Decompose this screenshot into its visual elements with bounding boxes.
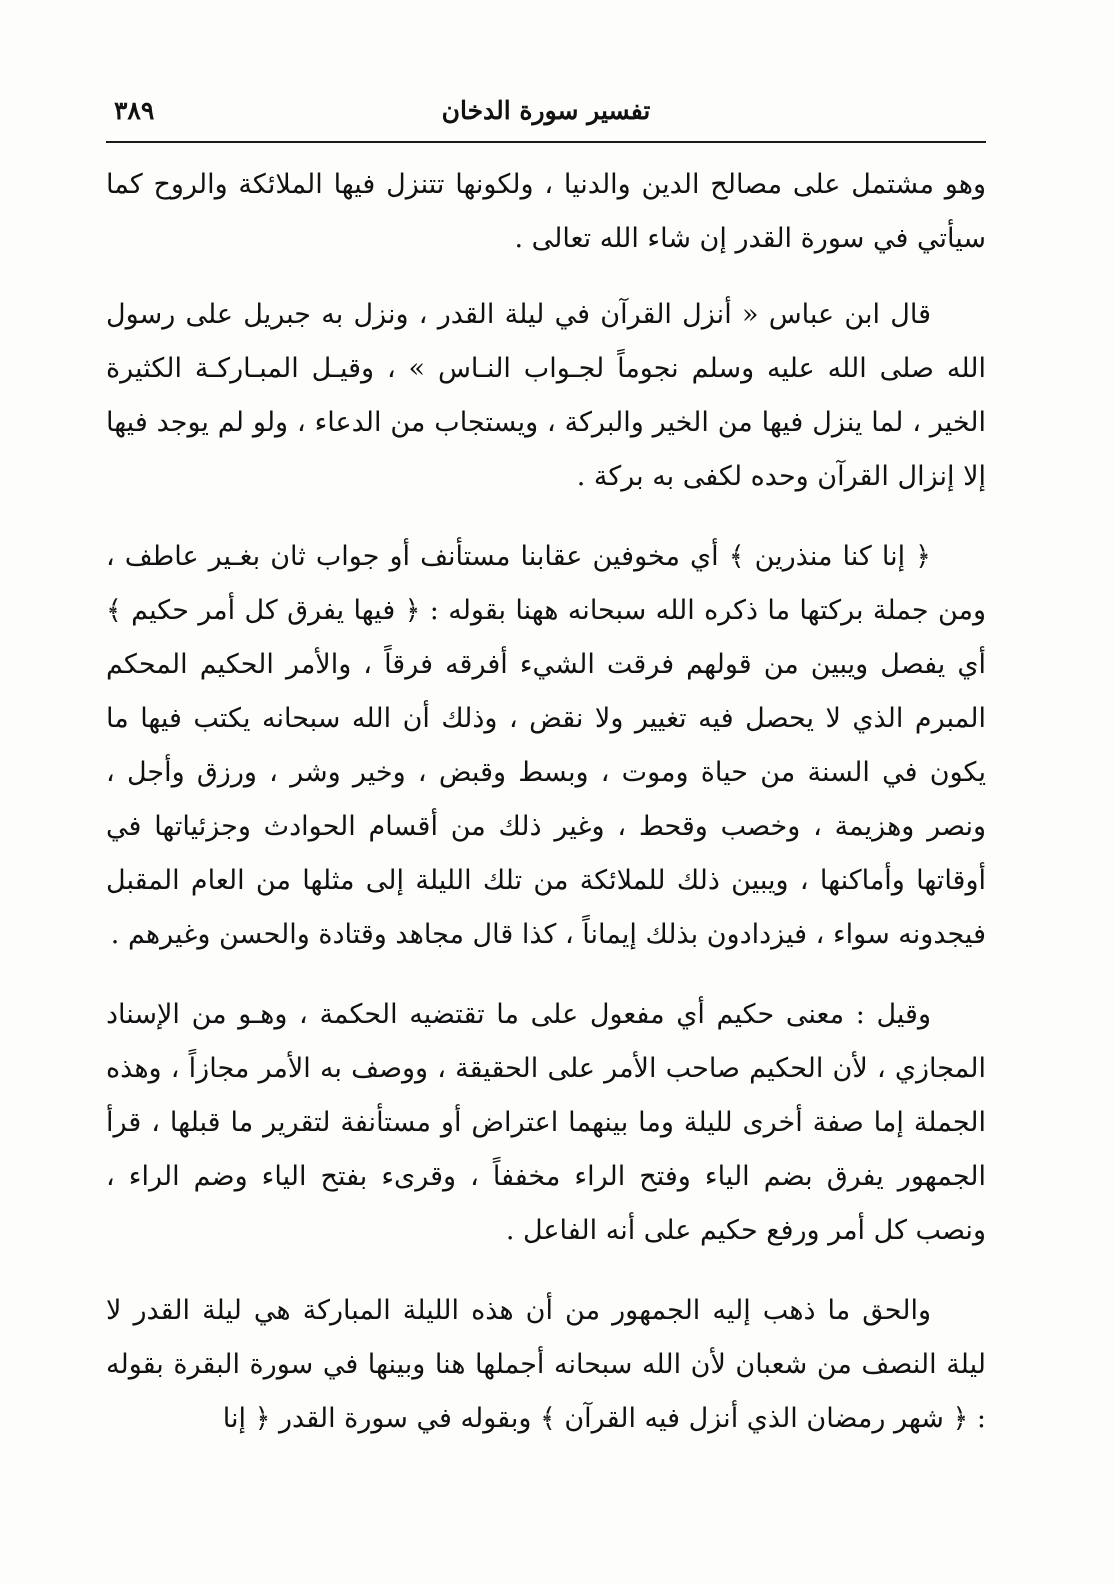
page-header (108, 92, 984, 142)
page-body (106, 158, 986, 1446)
paragraph-4: وقيل : معنى حكيم أي مفعول على ما تقتضيه الحكمة ، وهـو من الإسناد المجازي ، لأن الحكيم صاحب الأمر على الحقيقة ، ووصف به الأمر مجازاً ، وهذه الجملة إما صفة أخرى لليلة وما بينهما اعتراض أو مستأنفة لتقرير ما قبلها ، قرأ الجمهور يفرق بضم الياء وفتح الراء مخففاً ، وقرىء بفتح الياء وضم الراء ، ونصب كل أمر ورفع حكيم على أنه الفاعل . (106, 999, 987, 1246)
paragraph-5: والحق ما ذهب إليه الجمهور من أن هذه الليلة المباركة هي ليلة القدر لا ليلة النصف من شعبان لأن الله سبحانه أجملها هنا وبينها في سورة البقرة بقوله : ﴿ شهر رمضان الذي أنزل فيه القرآن ﴾ وبقوله في سورة القدر ﴿ إنا (106, 1295, 986, 1434)
paragraph-2: قال ابن عباس « أنزل القرآن في ليلة القدر ، ونزل به جبريل على رسول الله صلى الله عليه وسلم نجوماً لجـواب النـاس » ، وقيـل المبـاركـة الكثيرة الخير ، لما ينزل فيها من الخير والبركة ، ويستجاب من الدعاء ، ولو لم يوجد فيها إلا إنزال القرآن وحده لكفى به بركة . (106, 299, 986, 492)
page-number: ٣٨٩ (114, 96, 155, 125)
paragraph-3: ﴿ إنا كنا منذرين ﴾ أي مخوفين عقابنا مستأنف أو جواب ثان بغـير عاطف ، ومن جملة بركتها ما ذكره الله سبحانه ههنا بقوله : ﴿ فيها يفرق كل أمر حكيم ﴾ أي يفصل ويبين من قولهم فرقت الشيء أفرقه فرقاً ، والأمر الحكيم المحكم المبرم الذي لا يحصل فيه تغيير ولا نقض ، وذلك أن الله سبحانه يكتب فيها ما يكون في السنة من حياة وموت ، وبسط وقبض ، وخير وشر ، ورزق وأجل ، ونصر وهزيمة ، وخصب وقحط ، وغير ذلك من أقسام الحوادث وجزئياتها في أوقاتها وأماكنها ، ويبين ذلك للملائكة من تلك الليلة إلى مثلها من العام المقبل فيجدونه سواء ، فيزدادون بذلك إيماناً ، كذا قال مجاهد وقتادة والحسن وغيرهم . (106, 541, 986, 950)
header-divider (106, 141, 986, 143)
running-title: تفسير سورة الدخان (441, 96, 651, 125)
paragraph-1: وهو مشتمل على مصالح الدين والدنيا ، ولكونها تتنزل فيها الملائكة والروح كما سيأتي في سورة القدر إن شاء الله تعالى . (106, 169, 986, 254)
